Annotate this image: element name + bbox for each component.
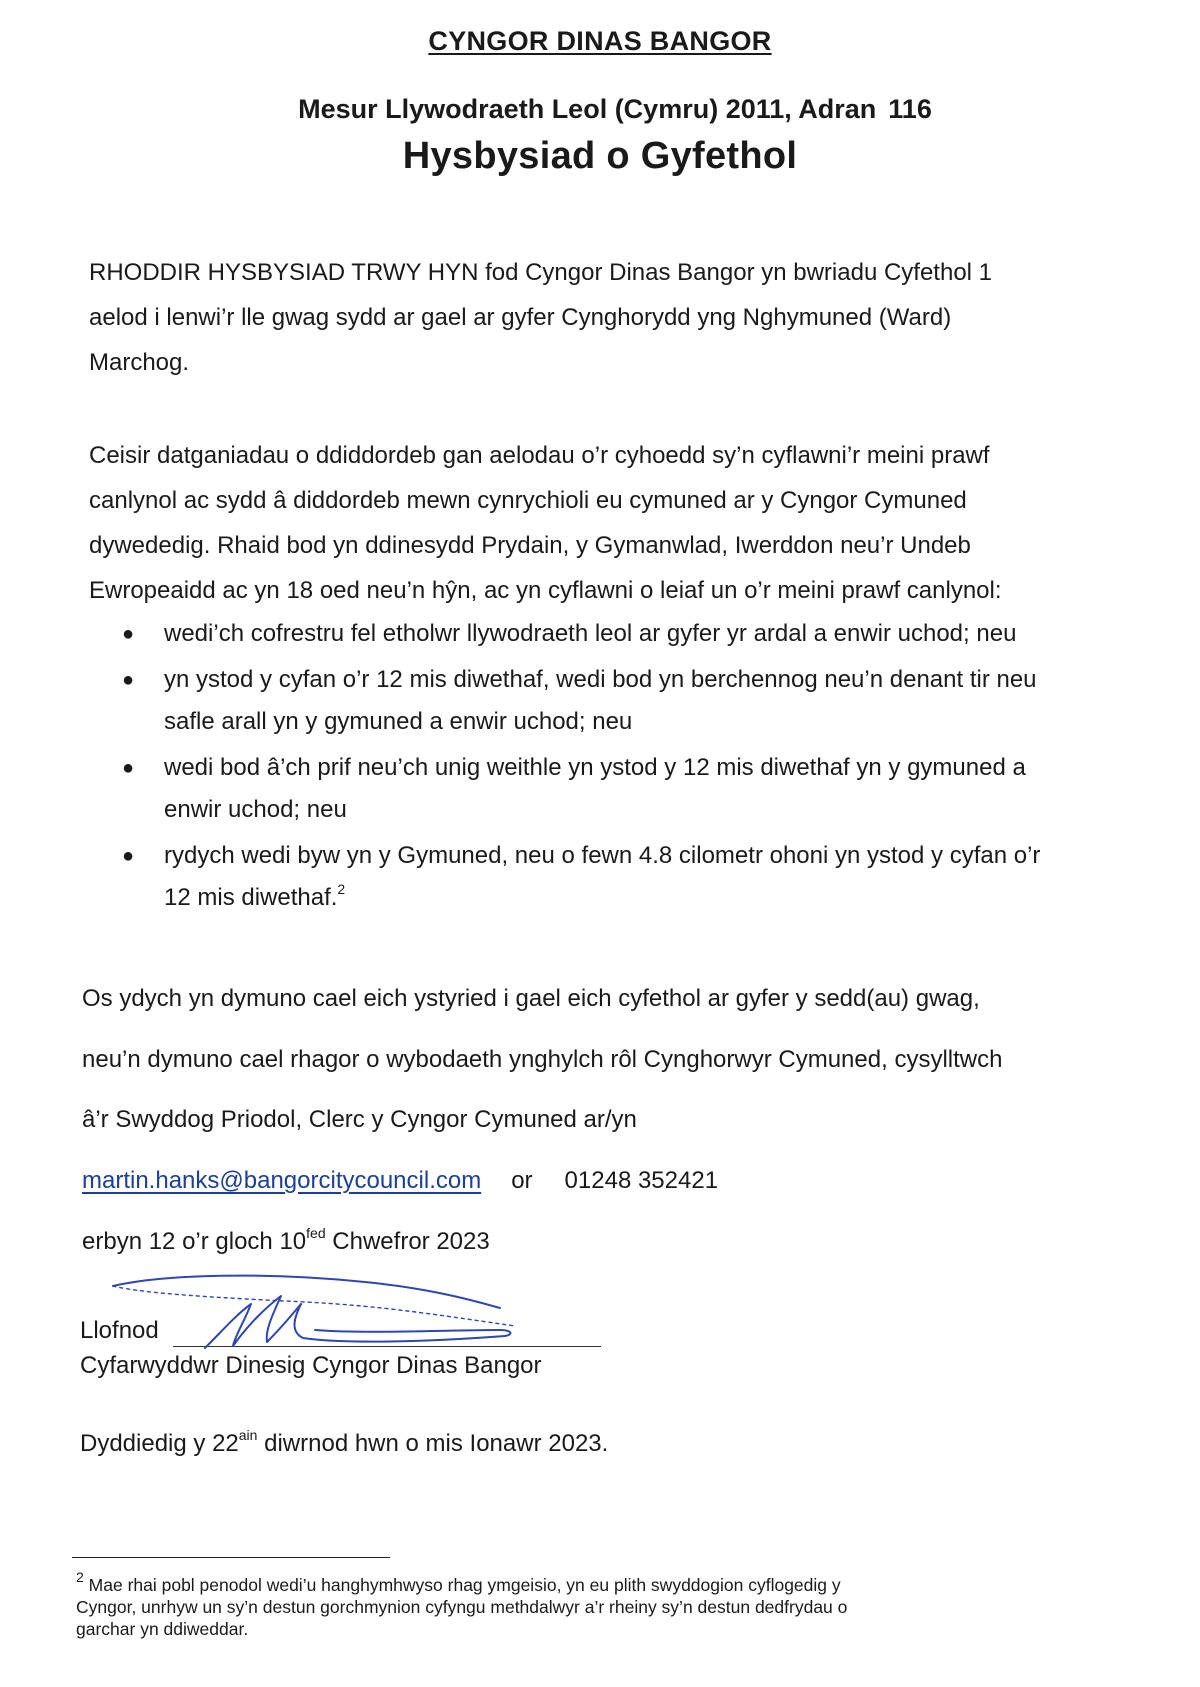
contact-line: Os ydych yn dymuno cael eich ystyried i gael eich cyfethol ar gyfer y sedd(au) gwag, <box>82 985 980 1012</box>
notice-line: RHODDIR HYSBYSIAD TRWY HYN fod Cyngor Dinas Bangor yn bwriadu Cyfethol 1 <box>89 259 993 286</box>
contact-line: â’r Swyddog Priodol, Clerc y Cyngor Cymuned ar/yn <box>82 1106 637 1133</box>
criteria-item-text: wedi bod â’ch prif neu’ch unig weithle yn ystod y 12 mis diwethaf yn y gymuned a <box>164 754 1026 781</box>
criteria-item-text: enwir uchod; neu <box>164 796 347 823</box>
contact-line: neu’n dymuno cael rhagor o wybodaeth ynghylch rôl Cynghorwyr Cymuned, cysylltwch <box>82 1046 1003 1073</box>
notice-line: Marchog. <box>89 349 190 376</box>
criteria-item-text: safle arall yn y gymuned a enwir uchod; neu <box>164 708 633 735</box>
criteria-line: Ceisir datganiadau o ddiddordeb gan aelodau o’r cyhoedd sy’n cyflawni’r meini prawf <box>89 442 990 469</box>
criteria-paragraph <box>89 433 1139 613</box>
dated-pre: Dyddiedig y 22 <box>80 1430 239 1457</box>
notice-paragraph <box>89 250 1139 385</box>
footnote-line-text: Mae rhai pobl penodol wedi’u hanghymhwyso rhag ymgeisio, yn eu plith swyddogion cyflogedig y <box>83 1575 841 1595</box>
criteria-item-text: yn ystod y cyfan o’r 12 mis diwethaf, wedi bod yn berchennog neu’n denant tir neu <box>164 666 1037 693</box>
bullet-icon: ● <box>122 757 135 779</box>
notice-line: aelod i lenwi’r lle gwag sydd ar gael ar gyfer Cynghorydd yng Nghymuned (Ward) <box>89 304 952 331</box>
email-link[interactable]: martin.hanks@bangorcitycouncil.com <box>82 1167 482 1194</box>
dated-suffix: ain <box>238 1427 258 1443</box>
deadline-suffix: fed <box>306 1225 326 1241</box>
dated-post: diwrnod hwn o mis Ionawr 2023. <box>257 1430 609 1457</box>
criteria-item <box>122 659 1142 743</box>
dated-text <box>80 1427 609 1458</box>
footnote-line: garchar yn ddiweddar. <box>76 1619 249 1639</box>
signature-label: Llofnod <box>80 1317 159 1344</box>
deadline-text <box>82 1225 490 1256</box>
act-subtitle <box>0 94 1200 125</box>
criteria-item-text: rydych wedi byw yn y Gymuned, neu o fewn 4.8 cilometr ohoni yn ystod y cyfan o’r <box>164 842 1041 869</box>
criteria-item <box>122 747 1142 831</box>
criteria-line: Ewropeaidd ac yn 18 oed neu’n hŷn, ac yn cyflawni o leiaf un o’r meini prawf canlynol: <box>89 577 1002 604</box>
deadline-post: Chwefror 2023 <box>325 1228 490 1255</box>
footnote <box>76 1569 1076 1640</box>
criteria-item <box>122 835 1142 919</box>
or-text: or <box>511 1167 533 1194</box>
criteria-line: dywededig. Rhaid bod yn ddinesydd Prydain, y Gymanwlad, Iwerddon neu’r Undeb <box>89 532 971 559</box>
footnote-divider <box>72 1557 390 1558</box>
organisation-title: CYNGOR DINAS BANGOR <box>428 26 772 56</box>
criteria-list <box>122 613 1142 919</box>
criteria-item-text: wedi’ch cofrestru fel etholwr llywodraeth leol ar gyfer yr ardal a enwir uchod; neu <box>164 620 1017 647</box>
criteria-line: canlynol ac sydd â diddordeb mewn cynrychioli eu cymuned ar y Cyngor Cymuned <box>89 487 967 514</box>
act-name: Mesur Llywodraeth Leol (Cymru) 2011, Adran <box>298 94 877 124</box>
bullet-icon: ● <box>122 845 135 867</box>
bullet-icon: ● <box>122 623 135 645</box>
signatory-title: Cyfarwyddwr Dinesig Cyngor Dinas Bangor <box>80 1352 542 1379</box>
footnote-number: 2 <box>76 1569 84 1586</box>
footnote-line <box>76 1569 1076 1596</box>
bullet-icon: ● <box>122 669 135 691</box>
criteria-item-text <box>164 877 1142 919</box>
act-section: 116 <box>888 94 932 124</box>
contact-details <box>82 1167 718 1195</box>
notice-heading: Hysbysiad o Gyfethol <box>402 135 798 177</box>
handwritten-signature <box>105 1268 565 1353</box>
criteria-item-text-end: 12 mis diwethaf. <box>164 884 338 911</box>
footnote-reference[interactable]: 2 <box>337 881 346 897</box>
deadline-pre: erbyn 12 o’r gloch 10 <box>82 1228 307 1255</box>
footnote-line: Cyngor, unrhyw un sy’n destun gorchmynion cyfyngu methdalwyr a’r rheiny sy’n destun dedfrydau o <box>76 1597 848 1617</box>
criteria-item <box>122 613 1142 655</box>
phone-number: 01248 352421 <box>564 1167 719 1194</box>
